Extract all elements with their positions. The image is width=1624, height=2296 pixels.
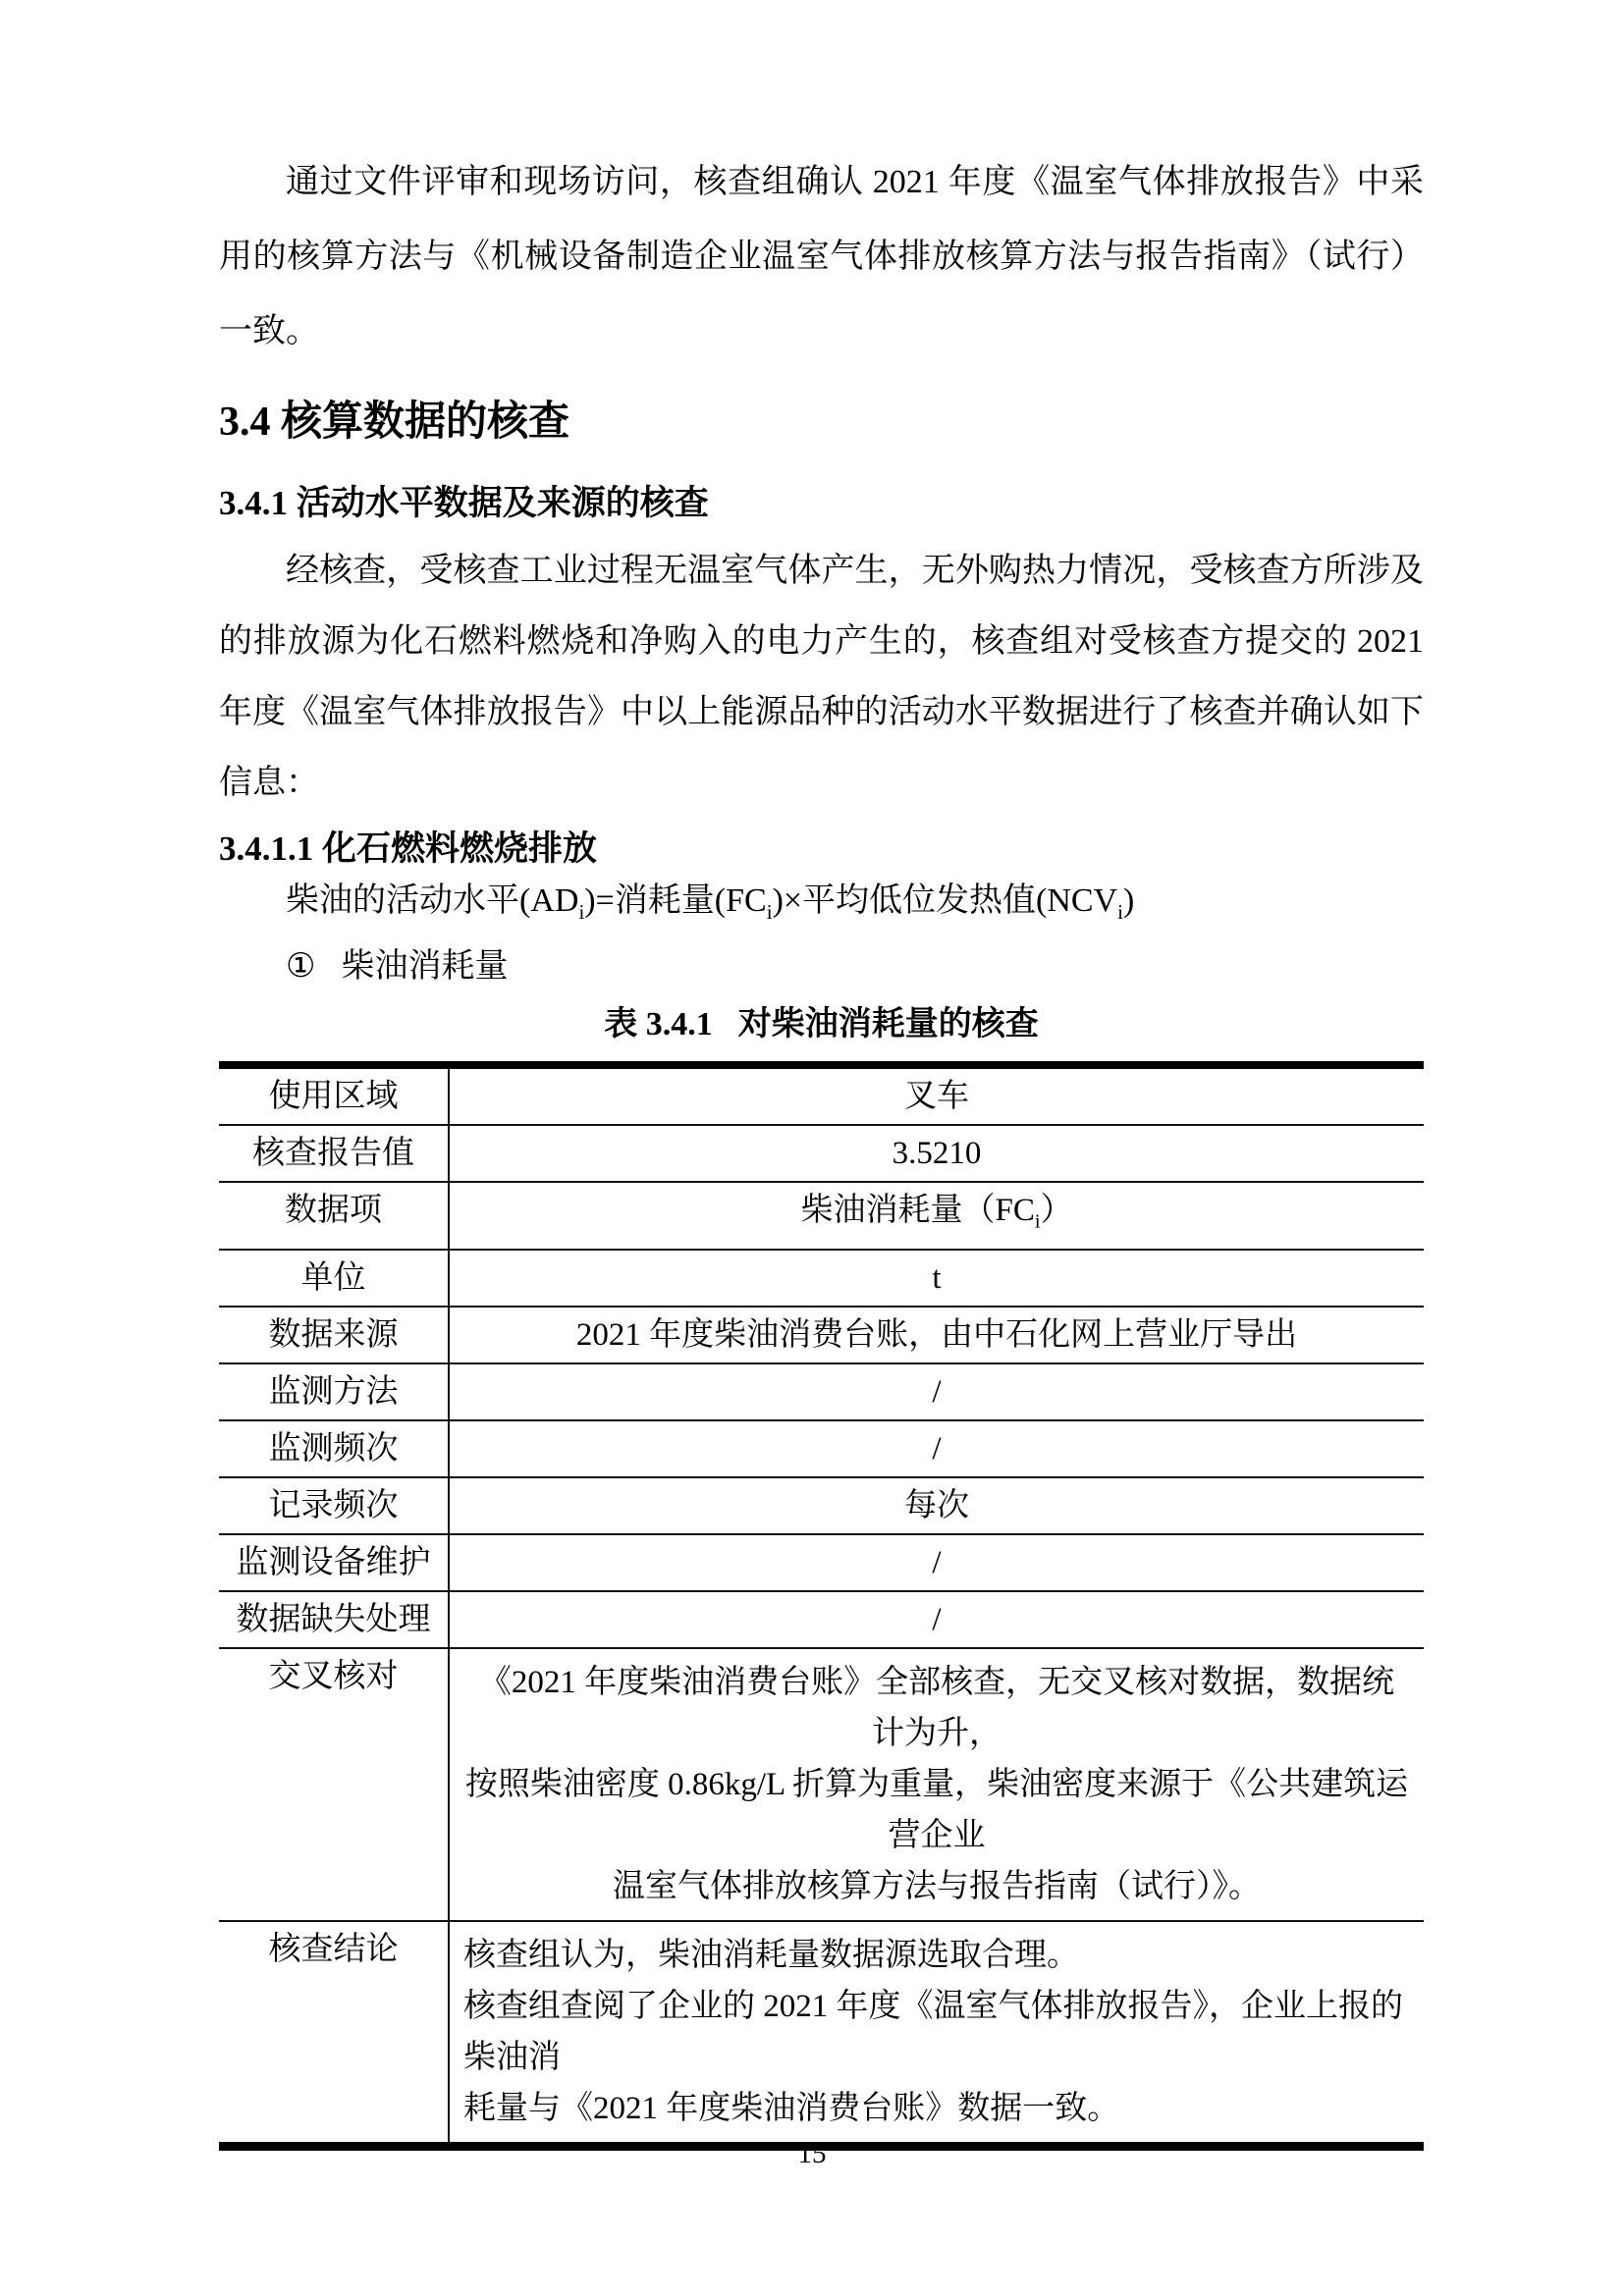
row-label: 数据项 <box>219 1182 449 1251</box>
row-value: / <box>932 1374 942 1411</box>
formula-subscript: i <box>766 899 773 924</box>
value-line: 核查组认为，柴油消耗量数据源选取合理。 <box>463 1938 1079 1974</box>
row-value: 叉车 <box>904 1078 969 1114</box>
formula-part: ) <box>1123 882 1135 919</box>
row-label: 核查结论 <box>219 1921 449 2147</box>
value-line: 耗量与《2021 年度柴油消费台账》数据一致。 <box>463 2091 1120 2127</box>
table-row-reported-value <box>219 1125 1424 1182</box>
list-item-diesel-consumption <box>219 939 1424 994</box>
table-caption-title: 对柴油消耗量的核查 <box>737 1005 1039 1042</box>
activity-formula <box>219 874 1424 939</box>
intro-paragraph: 通过文件评审和现场访问，核查组确认 2021 年度《温室气体排放报告》中采用的核算方法与《机械设备制造企业温室气体排放核算方法与报告指南》（试行）一致。 <box>219 164 1424 349</box>
value-line: 《2021 年度柴油消费台账》全部核查，无交叉核对数据，数据统计为升， <box>478 1665 1395 1752</box>
row-label: 使用区域 <box>219 1065 449 1125</box>
table-caption <box>219 1000 1424 1049</box>
list-item-text: 柴油消耗量 <box>341 947 509 985</box>
row-value <box>449 1921 1424 2147</box>
formula-part: )×平均低位发热值(NCV <box>772 882 1118 919</box>
value-line: 核查组查阅了企业的 2021 年度《温室气体排放报告》，企业上报的柴油消 <box>463 1989 1403 2076</box>
value-line: 按照柴油密度 0.86kg/L 折算为重量，柴油密度来源于《公共建筑运营企业 <box>464 1767 1409 1854</box>
row-label: 单位 <box>219 1250 449 1307</box>
formula-subscript: i <box>1117 899 1124 924</box>
row-label: 交叉核对 <box>219 1648 449 1921</box>
formula-part: )=消耗量(FC <box>584 882 767 919</box>
table-row-verification-conclusion <box>219 1921 1424 2147</box>
formula-part: 柴油的活动水平(AD <box>286 882 579 919</box>
table-row-equipment-maintenance <box>219 1534 1424 1591</box>
row-label: 监测设备维护 <box>219 1534 449 1591</box>
section-heading: 3.4 核算数据的核查 <box>219 400 570 445</box>
value-text: ） <box>1040 1192 1073 1228</box>
table-row-record-frequency <box>219 1477 1424 1534</box>
row-label: 数据来源 <box>219 1307 449 1363</box>
diesel-verification-table <box>219 1061 1424 2152</box>
table-row-unit <box>219 1250 1424 1307</box>
row-label: 监测频次 <box>219 1420 449 1477</box>
subsection-heading: 3.4.1 活动水平数据及来源的核查 <box>219 484 709 522</box>
row-value: / <box>932 1431 942 1468</box>
table-row-monitoring-frequency <box>219 1420 1424 1477</box>
table-row-missing-data-handling <box>219 1591 1424 1648</box>
circled-number-icon: ① <box>286 947 316 985</box>
table-row-data-source <box>219 1307 1424 1363</box>
row-label: 记录频次 <box>219 1477 449 1534</box>
row-value: 每次 <box>904 1488 969 1524</box>
row-value: / <box>932 1545 942 1581</box>
value-text: 柴油消耗量（FC <box>800 1192 1035 1228</box>
row-value: / <box>932 1602 942 1638</box>
table-row-data-item <box>219 1182 1424 1251</box>
table-row-cross-check <box>219 1648 1424 1921</box>
row-label: 核查报告值 <box>219 1125 449 1182</box>
subsubsection-heading: 3.4.1.1 化石燃料燃烧排放 <box>219 829 598 868</box>
value-subscript: i <box>1034 1210 1041 1233</box>
table-row-monitoring-method <box>219 1363 1424 1420</box>
row-value: t <box>932 1260 942 1297</box>
value-line: 温室气体排放核算方法与报告指南（试行）》。 <box>613 1869 1261 1905</box>
activity-paragraph: 经核查，受核查工业过程无温室气体产生，无外购热力情况，受核查方所涉及的排放源为化石燃料燃烧和净购入的电力产生的，核查组对受核查方提交的 2021 年度《温室气体排放报告》中以上能源品种的活动水平数据进行了核查并确认如下信息： <box>219 553 1424 801</box>
formula-subscript: i <box>578 899 585 924</box>
row-value: 2021 年度柴油消费台账，由中石化网上营业厅导出 <box>575 1317 1298 1354</box>
row-value <box>449 1648 1424 1921</box>
page-number: 15 <box>797 2138 827 2169</box>
row-value <box>449 1182 1424 1251</box>
row-label: 监测方法 <box>219 1363 449 1420</box>
table-row-usage-area <box>219 1065 1424 1125</box>
row-value: 3.5210 <box>892 1135 982 1171</box>
table-caption-label: 表 3.4.1 <box>604 1005 713 1042</box>
row-label: 数据缺失处理 <box>219 1591 449 1648</box>
